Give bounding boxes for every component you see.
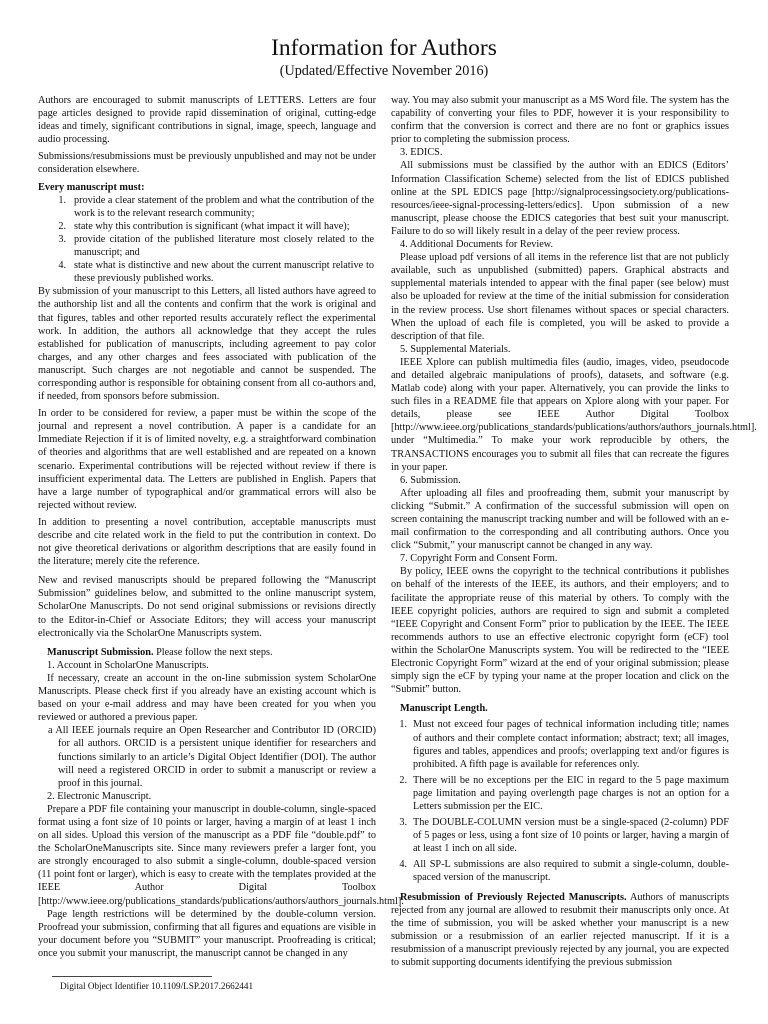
must-item [38,233,376,259]
must-item [38,220,376,233]
left-column [38,94,404,960]
length-item-text: The DOUBLE-COLUMN version must be a single-spaced (2-column) PDF of 5 pages or less, using a font size of 10 points or larger, having a margin of at least 1 inch on all side. [413,817,729,855]
step-5-text: IEEE Xplore can publish multimedia files (audio, images, video, pseudocode and detailed algebraic manipulations of proofs), datasets, and software (e.g. Matlab code) along with your paper. Alternatively, you can provide the links to such files in a README file that appears on Xplore along with your paper. For details, please see IEEE Author Digital Toolbox [http://www.ieee.org/publications_standards/publications/authors/authors_journals.html]. under “Multimedia.” To make your work reproducible by others, the TRANSACTIONS encourages you to submit all files that can recreate the figures in your paper. [391,356,757,473]
resubmission-paragraph: Submissions/resubmissions must be previously unpublished and may not be under consideration elsewhere. [38,151,376,176]
length-item-number: 1. [399,719,407,731]
length-item [391,858,729,884]
length-item-text: All SP-L submissions are also required to submit a single-column, double-spaced version of the manuscript. [413,859,729,884]
must-item-text: provide a clear statement of the problem and what the contribution of the work is to the relevant research community; [74,194,374,219]
step-7-text: By policy, IEEE owns the copyright to the technical contributions it publishes on behalf of the interests of the IEEE, its authors, and their employers; and to facilitate the appropriate reuse of this material by others. To comply with the IEEE copyright policies, authors are required to sign and submit a completed “IEEE Copyright and Consent Form” prior to publication by the IEEE. The IEEE recommends authors to use an effective electronic copyright form (eCF) tool within the ScholarOne Manuscripts system. You will be redirected to the “IEEE Electronic Copyright Form” wizard at the end of your original submission; please simply sign the eCF by typing your name at the proper location and click on the “Submit” button. [391,566,729,696]
step-2-text: Prepare a PDF file containing your manuscript in double-column, single-spaced format using a font size of 10 points or larger, having a margin of at least 1 inch on all sides. Upload this version of the manuscript as a PDF file “double.pdf” to the ScholarOneManuscripts site. Since many reviewers prefer a larger font, you are strongly encouraged to also submit a single-column, double-spaced version (11 point font or larger), which is easy to create with the templates provided at the IEEE Author Digital Toolbox [http://www.ieee.org/publications_standards/publications/authors/authors_journals.html]. [38,803,404,907]
doi-footnote: Digital Object Identifier 10.1109/LSP.2017.2662441 [60,981,254,991]
length-item [391,774,729,813]
step-5-heading: 5. Supplemental Materials. [400,343,511,355]
novelty-paragraph: In addition to presenting a novel contribution, acceptable manuscripts must describe and cite related work in the field to put the contribution in context. Do not give theoretical derivations or algorithm descriptions that are easily found in the literature; merely cite the reference. [38,516,376,568]
must-item [38,259,376,285]
length-list [391,718,729,884]
new-revised-paragraph: New and revised manuscripts should be prepared following the “Manuscript Submission” guidelines below, and submitted to the online manuscript system, ScholarOne Manuscripts. Do not send original submissions or revisions directly to the Editor-in-Chief or Associate Editors; they will access your manuscript electronically via the ScholarOne Manuscripts system. [38,575,376,639]
page-title: Information for Authors [271,35,497,61]
intro-paragraph: Authors are encouraged to submit manuscripts of LETTERS. Letters are four page articles designed to provide rapid dissemination of original, cutting-edge ideas and timely, significant contributions in signal, image, speech, language and audio processing. [38,95,376,146]
length-item-number: 3. [399,817,407,829]
step-3-text: All submissions must be classified by the author with an EDICS (Editors’ Information Classification Scheme) selected from the list of EDICS published online at the SPL EDICS page [http://signalprocessingsociety.org/publications-resources/ieee-signal-processing-letters/edics]. Upon submission of a new manuscript, please choose the EDICS categories that best suit your manuscript. Failure to do so will likely result in a delay of the peer review process. [391,160,729,237]
must-list [38,194,376,286]
manuscript-submission-lead: Please follow the next steps. [153,646,273,658]
step-1-orcid-note: a All IEEE journals require an Open Researcher and Contributor ID (ORCID) for all authors. ORCID is a persistent unique identifier for researchers and functions similarly to an article’s Digital Object Identifier (DOI). The author will need a registered ORCID in order to submit a manuscript or review a proof in this journal. [48,725,376,789]
length-item [391,816,729,855]
must-item-text: provide citation of the published literature most closely related to the manuscript; and [74,233,374,259]
must-item-number: 4. [58,260,66,272]
must-item-number: 3. [58,233,66,245]
must-item-text: state why this contribution is significant (what impact it will have); [74,220,350,232]
must-item [38,194,376,220]
step-1-heading: 1. Account in ScholarOne Manuscripts. [47,659,209,671]
step-4-text: Please upload pdf versions of all items in the reference list that are not publicly available, such as unpublished (submitted) papers. Graphical abstracts and supplemental materials intended to appear with the final paper (see below) must also be uploaded for review at the time of the initial submission for consideration in the review process. Use short filenames without spaces or special characters. When the upload of each file is completed, you will be asked to provide a description of that file. [391,252,729,342]
length-item-number: 4. [399,859,407,871]
step-6-text: After uploading all files and proofreading them, submit your manuscript by clicking “Submit.” A confirmation of the successful submission will open on screen containing the manuscript tracking number and will be followed with an e-mail confirmation to the corresponding and all contributing authors. Once you click “Submit,” your manuscript cannot be changed in any way. [391,487,729,552]
resubmission-heading: Resubmission of Previously Rejected Manuscripts. [400,891,627,903]
length-item-text: There will be no exceptions per the EIC in regard to the 5 page maximum page limitation and paying overlength page charges is not an option for a Letters submission per the EIC. [413,774,729,812]
manuscript-submission-heading: Manuscript Submission. [47,646,154,658]
right-column [391,94,757,969]
must-item-number: 1. [58,194,66,206]
step-1-text: If necessary, create an account in the on-line submission system ScholarOne Manuscripts. Please check first if you already have an existing account which is based on your e-mail address and may have been created for you when you reviewed or authored a previous paper. [38,672,376,724]
step-3-heading: 3. EDICS. [400,147,443,159]
must-item-number: 2. [58,220,66,232]
length-item-text: Must not exceed four pages of technical information including title; names of authors and their complete contact information; abstract; text; all images, figures and tables, appendices and proofs; overlapping text and/or figures is prohibited. A fifth page is available for references only. [413,719,729,770]
footer-rule [52,976,212,977]
step-2-text-continued: Page length restrictions will be determined by the double-column version. Proofread your submission, confirming that all figures and equations are visible in your document before you “SUBMIT” your manuscript. Proofreading is critical; once you submit your manuscript, the manuscript cannot be changed in any [38,908,376,959]
step-4-heading: 4. Additional Documents for Review. [400,239,554,251]
scope-paragraph: In order to be considered for review, a paper must be within the scope of the journal and represent a novel contribution. A paper is a candidate for an Immediate Rejection if it is of limited novelty, e.g. a straightforward combination of theories and algorithms that are well established and are repeated on a known scenario. Experimental contributions will be rejected without review if there is insufficient experimental data. The Letters are published in English. Papers that have a large number of typographical and/or grammatical errors will also be rejected without review. [38,408,376,511]
resubmission-text: Authors of manuscripts rejected from any journal are allowed to resubmit their manuscripts only once. At the time of submission, you will be asked whether your manuscript is a new submission or a resubmission of an earlier rejected manuscript. If it is a resubmission of a manuscript previously rejected by any journal, you are expected to submit supporting documents identifying the previous submission [391,891,729,968]
must-item-text: state what is distinctive and new about the current manuscript relative to these previously published works. [74,260,374,285]
step-2-heading: 2. Electronic Manuscript. [47,790,152,802]
manuscript-length-heading: Manuscript Length. [400,703,488,715]
resubmission-section [391,891,729,970]
authorship-paragraph: By submission of your manuscript to this Letters, all listed authors have agreed to the authorship list and all the contents and confirm that the work is original and that figures, tables and other reported results accurately reflect the experimental work. In addition, the authors all acknowledge that they accept the rules established for publication of manuscripts, including agreement to pay color charges, and any other charges and fees associated with publication of the manuscript. Such charges are not negotiable and cannot be suspended. The corresponding author is responsible for obtaining consent from all co-authors and, if needed, from sponsors before submission. [38,286,376,403]
step-6-heading: 6. Submission. [400,474,461,486]
must-heading: Every manuscript must: [38,181,145,193]
length-item-number: 2. [399,774,407,786]
step-7-heading: 7. Copyright Form and Consent Form. [400,553,558,565]
manuscript-submission-intro [38,646,376,659]
page-subtitle: (Updated/Effective November 2016) [279,63,489,79]
continued-paragraph: way. You may also submit your manuscript as a MS Word file. The system has the capability of converting your files to PDF, however it is your responsibility to confirm that the conversion is correct and there are no font or graphics issues prior to completing the submission process. [391,95,729,146]
length-item [391,718,729,770]
